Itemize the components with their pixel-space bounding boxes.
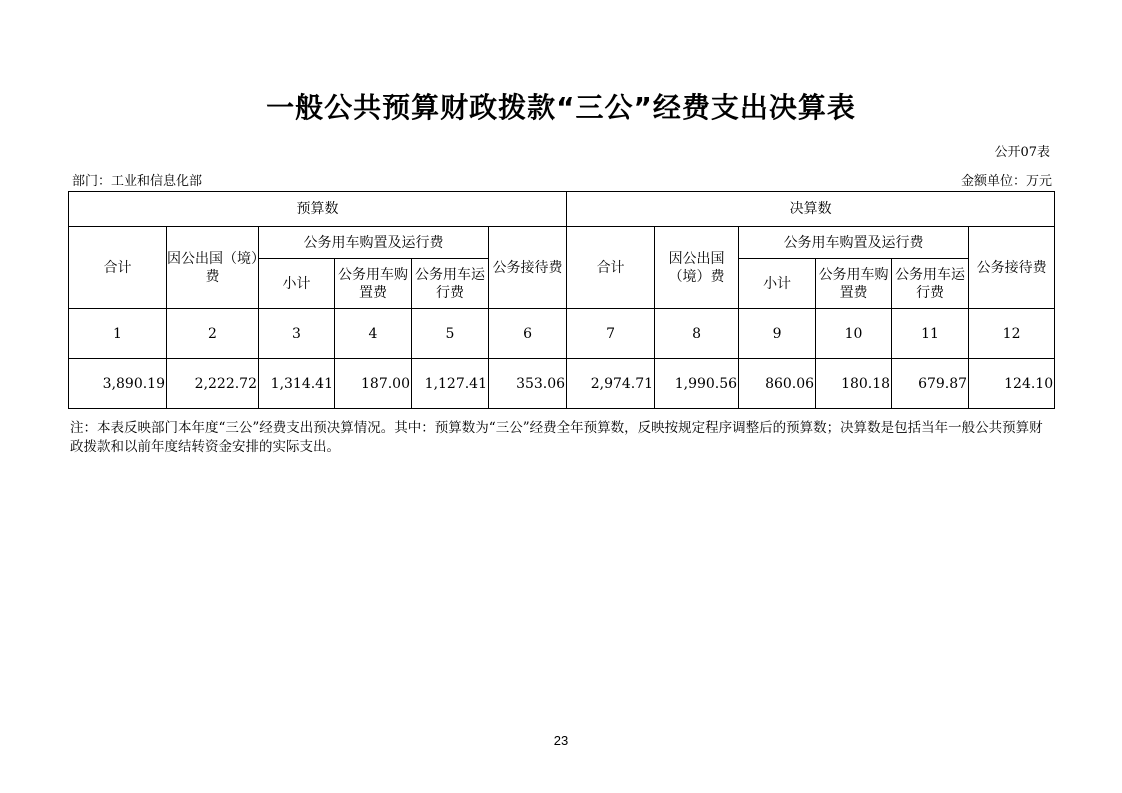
final-vehicle-purchase-header: 公务用车购置费 (816, 259, 892, 309)
final-reception-header: 公务接待费 (969, 227, 1055, 309)
final-vehicle-operation-header: 公务用车运行费 (892, 259, 969, 309)
budget-vehicle-purchase-header: 公务用车购置费 (335, 259, 412, 309)
final-vehicle-header: 公务用车购置及运行费 (739, 227, 969, 259)
col-num: 7 (567, 309, 655, 359)
value-cell: 1,314.41 (259, 359, 335, 409)
final-total-header: 合计 (567, 227, 655, 309)
final-subtotal-header: 小计 (739, 259, 816, 309)
budget-group-header: 预算数 (69, 192, 567, 227)
budget-vehicle-operation-header: 公务用车运行费 (412, 259, 489, 309)
value-cell: 353.06 (489, 359, 567, 409)
value-cell: 180.18 (816, 359, 892, 409)
value-cell: 187.00 (335, 359, 412, 409)
expense-table (68, 191, 1055, 409)
value-row (69, 359, 1055, 409)
value-cell: 1,990.56 (655, 359, 739, 409)
final-abroad-header: 因公出国（境）费 (655, 227, 739, 309)
header-row-categories (69, 227, 1055, 259)
value-cell: 2,974.71 (567, 359, 655, 409)
col-num: 10 (816, 309, 892, 359)
value-cell: 1,127.41 (412, 359, 489, 409)
form-code: 公开07表 (994, 145, 1050, 160)
col-num: 9 (739, 309, 816, 359)
department-label: 部门：工业和信息化部 (72, 174, 203, 189)
column-number-row (69, 309, 1055, 359)
col-num: 1 (69, 309, 167, 359)
value-cell: 3,890.19 (69, 359, 167, 409)
col-num: 5 (412, 309, 489, 359)
col-num: 8 (655, 309, 739, 359)
col-num: 3 (259, 309, 335, 359)
value-cell: 860.06 (739, 359, 816, 409)
unit-label: 金额单位：万元 (960, 174, 1052, 189)
value-cell: 2,222.72 (167, 359, 259, 409)
col-num: 6 (489, 309, 567, 359)
budget-subtotal-header: 小计 (259, 259, 335, 309)
table-note: 注：本表反映部门本年度“三公”经费支出预决算情况。其中：预算数为“三公”经费全年预算数，反映按规定程序调整后的预算数；决算数是包括当年一般公共预算财政拨款和以前年度结转资金安排的实际支出。 (70, 420, 1043, 455)
final-group-header: 决算数 (567, 192, 1055, 227)
col-num: 2 (167, 309, 259, 359)
budget-total-header: 合计 (69, 227, 167, 309)
col-num: 12 (969, 309, 1055, 359)
col-num: 11 (892, 309, 969, 359)
page-number: 23 (553, 733, 569, 748)
value-cell: 124.10 (969, 359, 1055, 409)
value-cell: 679.87 (892, 359, 969, 409)
budget-vehicle-header: 公务用车购置及运行费 (259, 227, 489, 259)
budget-abroad-header: 因公出国（境）费 (167, 227, 259, 309)
page-title: 一般公共预算财政拨款“三公”经费支出决算表 (266, 91, 856, 124)
header-row-groups (69, 192, 1055, 227)
col-num: 4 (335, 309, 412, 359)
budget-reception-header: 公务接待费 (489, 227, 567, 309)
